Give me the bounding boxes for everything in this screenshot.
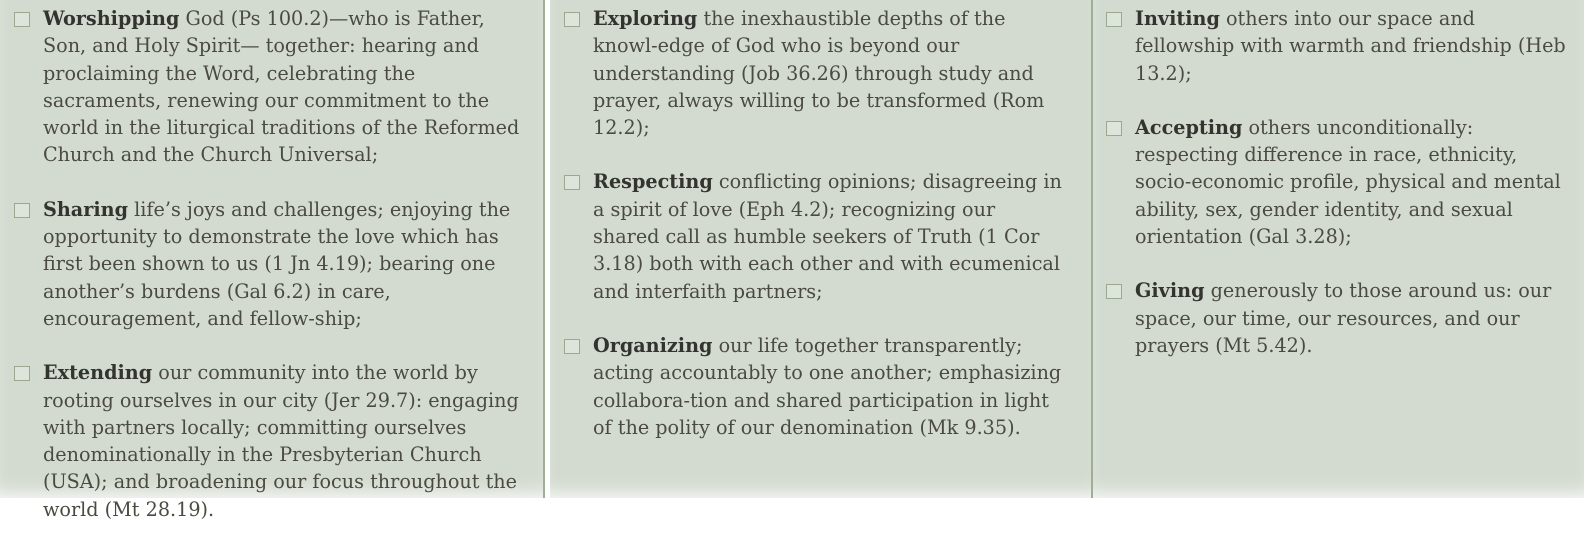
- item-keyword: Exploring: [593, 7, 698, 30]
- checkbox[interactable]: [564, 339, 580, 354]
- checkbox[interactable]: [1106, 121, 1122, 136]
- checkbox[interactable]: [1106, 284, 1122, 299]
- checkbox[interactable]: [564, 12, 580, 27]
- item-keyword: Sharing: [43, 197, 129, 221]
- list-item-extending: [12, 359, 527, 523]
- column-3: [1094, 0, 1584, 498]
- list-item-worshipping: [12, 5, 527, 169]
- item-keyword: Giving: [1135, 279, 1205, 303]
- list-item-giving: [1104, 277, 1574, 359]
- checkbox[interactable]: [14, 12, 30, 27]
- item-text: others into our space and fellowship with warmth and friendship (Heb 13.2);: [1135, 7, 1566, 85]
- list-item-sharing: [12, 196, 527, 332]
- list-item-accepting: [1104, 114, 1574, 250]
- item-text: conflicting opinions; disagreeing in a spirit of love (Eph 4.2); recognizing our shared call as humble seekers of Truth (1 Cor 3.18) both with each other and with ecumenical and interfaith partners;: [593, 170, 1062, 303]
- list-item-organizing: [562, 332, 1062, 441]
- item-keyword: Extending: [43, 361, 153, 385]
- item-text: life’s joys and challenges; enjoying the opportunity to demonstrate the love which has first been shown to us (1 Jn 4.19); bearing one another’s burdens (Gal 6.2) in care, encouragement, and fellow-ship;: [43, 197, 511, 330]
- list-item-respecting: [562, 168, 1062, 304]
- item-keyword: Accepting: [1135, 115, 1243, 139]
- checkbox[interactable]: [14, 203, 30, 218]
- item-list: [1104, 5, 1574, 386]
- item-keyword: Inviting: [1135, 7, 1220, 30]
- list-item-inviting: [1104, 5, 1574, 87]
- column-1: [0, 0, 544, 521]
- item-text: generously to those around us: our space, our time, our resources, and our prayers (Mt 5.42).: [1135, 279, 1552, 357]
- column-divider: [543, 0, 545, 498]
- checkbox[interactable]: [1106, 12, 1122, 27]
- checkbox[interactable]: [564, 175, 580, 190]
- item-list: [12, 5, 527, 550]
- column-divider: [1091, 0, 1093, 498]
- item-text: our life together transparently; acting accountably to one another; emphasizing collabora-tion and shared participation in light of the polity of our denomination (Mk 9.35).: [593, 333, 1062, 439]
- item-text: our community into the world by rooting ourselves in our city (Jer 29.7): engaging with partners locally; committing ourselves denominationally in the Presbyterian Church (USA); and broadening our focus throughout the world (Mt 28.19).: [43, 361, 519, 521]
- item-keyword: Respecting: [593, 170, 713, 194]
- item-text: others unconditionally: respecting difference in race, ethnicity, socio-economic profile, physical and mental ability, sex, gender identity, and sexual orientation (Gal 3.28);: [1135, 115, 1561, 249]
- list-item-exploring: [562, 5, 1062, 141]
- item-keyword: Worshipping: [43, 7, 180, 30]
- checkbox[interactable]: [14, 366, 30, 381]
- item-keyword: Organizing: [593, 333, 713, 357]
- item-list: [562, 5, 1062, 468]
- column-2: [550, 0, 1094, 498]
- item-text: the inexhaustible depths of the knowl-edge of God who is beyond our understanding (Job 36.26) through study and prayer, always willing to be transformed (Rom 12.2);: [593, 7, 1045, 140]
- item-text: God (Ps 100.2)—who is Father, Son, and Holy Spirit— together: hearing and proclaiming the Word, celebrating the sacraments, renewing our commitment to the world in the liturgical traditions of the Reformed Church and the Church Universal;: [43, 7, 520, 167]
